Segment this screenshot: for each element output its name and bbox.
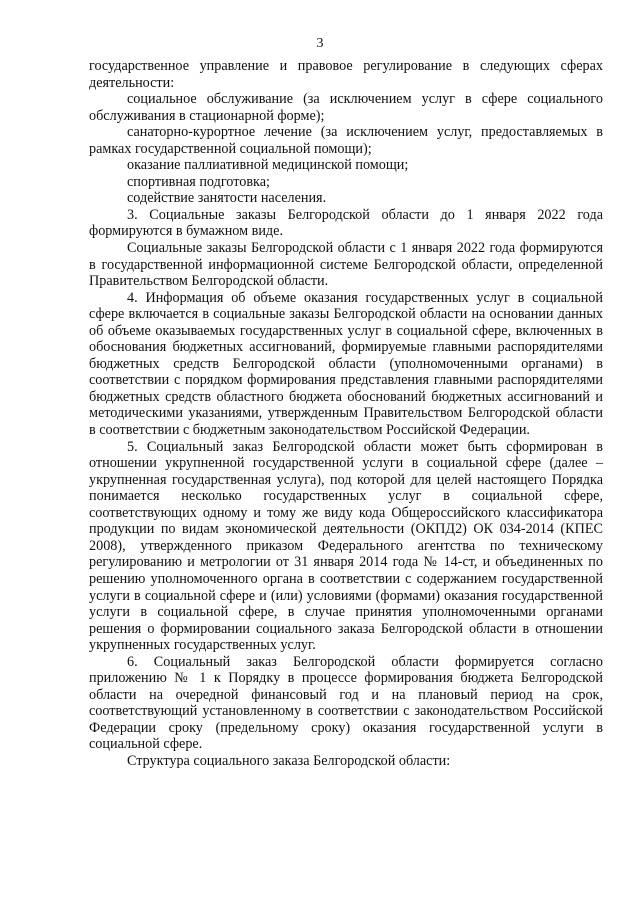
page-number: 3 xyxy=(316,36,324,51)
list-item-palliative: оказание паллиативной медицинской помощи; xyxy=(127,157,409,174)
paragraph-intro: государственное управление и правовое регулирование в следующих сферах деятельности: xyxy=(89,58,603,91)
paragraph-6: 6. Социальный заказ Белгородской области формируется согласно приложению № 1 к Порядку в процессе формирования бюджета Белгородской области на очередной финансовый год и на плановый период на срок, соответствующий установленному в соответствии с законодательством Российской Федерации сроку (предельному сроку) оказания государственной услуги в социальной сфере. xyxy=(89,653,603,753)
paragraph-structure: Структура социального заказа Белгородской области: xyxy=(127,752,451,769)
list-item-sport: спортивная подготовка; xyxy=(127,173,270,190)
document-body xyxy=(89,58,603,770)
list-item-sanatorium: санаторно-курортное лечение (за исключением услуг, предоставляемых в рамках государственной социальной помощи); xyxy=(89,124,603,157)
list-item-social-service: социальное обслуживание (за исключением услуг в сфере социального обслуживания в стационарной форме); xyxy=(89,91,603,124)
paragraph-3-continued: Социальные заказы Белгородской области с 1 января 2022 года формируются в государственной информационной системе Белгородской области, определенной Правительством Белгородской области. xyxy=(89,240,603,290)
paragraph-4: 4. Информация об объеме оказания государственных услуг в социальной сфере включается в социальные заказы Белгородской области на основании данных об объеме оказываемых государственных услуг в социальной сфере, включенных в обоснования бюджетных ассигнований, формируемые главными распорядителями бюджетных средств Белгородской области (уполномоченными органами) в соответствии с порядком формирования представления главными распорядителями бюджетных средств областного бюджета обоснований бюджетных ассигнований и методическими указаниями, утвержденным Правительством Белгородской области в соответствии с бюджетным законодательством Российской Федерации. xyxy=(89,289,603,439)
paragraph-5: 5. Социальный заказ Белгородской области может быть сформирован в отношении укрупненной государственной услуги в социальной сфере (далее – укрупненная государственная услуга), под которой для целей настоящего Порядка понимается несколько государственных услуг в социальной сфере, соответствующих одному и тому же виду кода Общероссийского классификатора продукции по видам экономической деятельности (ОКПД2) ОК 034-2014 (КПЕС 2008), утвержденного приказом Федерального агентства по техническому регулированию и метрологии от 31 января 2014 года № 14-ст, и объединенных по решению уполномоченного органа в соответствии с содержанием государственной услуги в социальной сфере и (или) условиями (формами) оказания государственной услуги в социальной сфере, в случае принятия уполномоченными органами решения о формировании социального заказа Белгородской области в отношении укрупненных государственных услуг. xyxy=(89,438,603,654)
list-item-employment: содействие занятости населения. xyxy=(127,190,327,207)
paragraph-3: 3. Социальные заказы Белгородской области до 1 января 2022 года формируются в бумажном виде. xyxy=(89,206,603,240)
